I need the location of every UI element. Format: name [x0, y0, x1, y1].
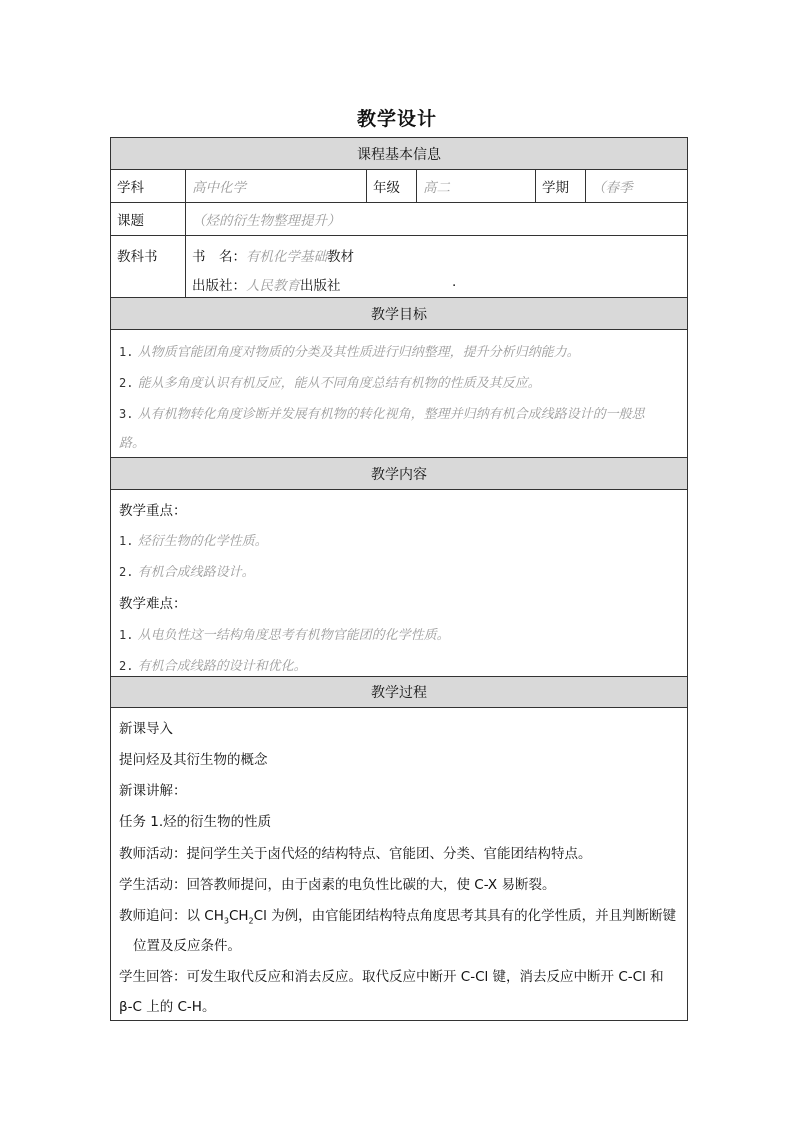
key-point-item: 2. 有机合成线路设计。: [119, 565, 255, 580]
objective-item: 1. 从物质官能团角度对物质的分类及其性质进行归纳整理，提升分析归纳能力。: [119, 345, 580, 360]
topic-label: 课题: [111, 203, 186, 235]
info-row-textbook: [111, 236, 687, 298]
section-header-objectives: [111, 298, 687, 330]
difficult-point-item: 2. 有机合成线路的设计和优化。: [119, 659, 307, 674]
section-title: 教学内容: [371, 466, 427, 483]
process-line: 学生回答：可发生取代反应和消去反应。取代反应中断开 C-Cl 键，消去反应中断开 C-Cl 和: [119, 969, 664, 985]
difficult-point-item: 1. 从电负性这一结构角度思考有机物官能团的化学性质。: [119, 628, 450, 643]
topic-value: （烃的衍生物整理提升）: [192, 213, 341, 229]
process-line: 新课导入: [119, 721, 173, 737]
process-body: [111, 708, 687, 1020]
key-points-label: 教学重点：: [119, 503, 187, 519]
subject-value: 高中化学: [186, 170, 367, 202]
publisher-dot: .: [452, 274, 457, 290]
grade-label: 年级: [367, 170, 417, 202]
textbook-label: 教科书: [111, 236, 186, 297]
section-title: 教学目标: [371, 306, 427, 323]
textbook-details: [186, 236, 687, 297]
section-title: 教学过程: [371, 685, 427, 701]
process-line: 教师活动：提问学生关于卤代烃的结构特点、官能团、分类、官能团结构特点。: [119, 846, 592, 862]
key-point-item: 1. 烃衍生物的化学性质。: [119, 534, 268, 549]
section-header-process: [111, 677, 687, 708]
difficult-points-label: 教学难点：: [119, 596, 187, 612]
subject-label: 学科: [111, 170, 186, 202]
document-title: 教学设计: [356, 108, 437, 130]
info-row-subject: [111, 170, 687, 203]
process-line: 教师追问：以 $CH_3CH_2Cl$ 为例，由官能团结构特点角度思考其具有的化学性质，并且判断断键: [119, 908, 677, 926]
content-body: [111, 490, 687, 677]
objective-item: 3. 从有机物转化角度诊断并发展有机物的转化视角，整理并归纳有机合成线路设计的一般思: [119, 407, 645, 422]
objective-item-continued: 路。: [119, 436, 146, 451]
objective-item: 2. 能从多角度认识有机反应，能从不同角度总结有机物的性质及其反应。: [119, 376, 541, 391]
objectives-body: [111, 330, 687, 458]
publisher-line: 出版社：人民教育出版社: [192, 278, 341, 294]
term-label: 学期: [536, 170, 586, 202]
process-line: 学生活动：回答教师提问，由于卤素的电负性比碳的大，使 C-X 易断裂。: [119, 877, 556, 893]
term-value: （春季: [592, 180, 633, 196]
process-line-continued: β-C 上的 C-H。: [119, 999, 216, 1015]
grade-value: 高二: [417, 170, 536, 202]
process-line: 新课讲解：: [119, 783, 187, 799]
process-line: 提问烃及其衍生物的概念: [119, 752, 268, 768]
process-line: 任务 1.烃的衍生物的性质: [119, 814, 272, 830]
info-row-topic: [111, 203, 687, 236]
section-title: 课程基本信息: [357, 146, 441, 163]
lesson-plan-table: [110, 137, 688, 1021]
book-name-line: 书 名：有机化学基础教材: [192, 249, 354, 265]
section-header-content: [111, 458, 687, 490]
process-line-continued: 位置及反应条件。: [133, 938, 241, 954]
section-header-basic-info: [111, 138, 687, 170]
